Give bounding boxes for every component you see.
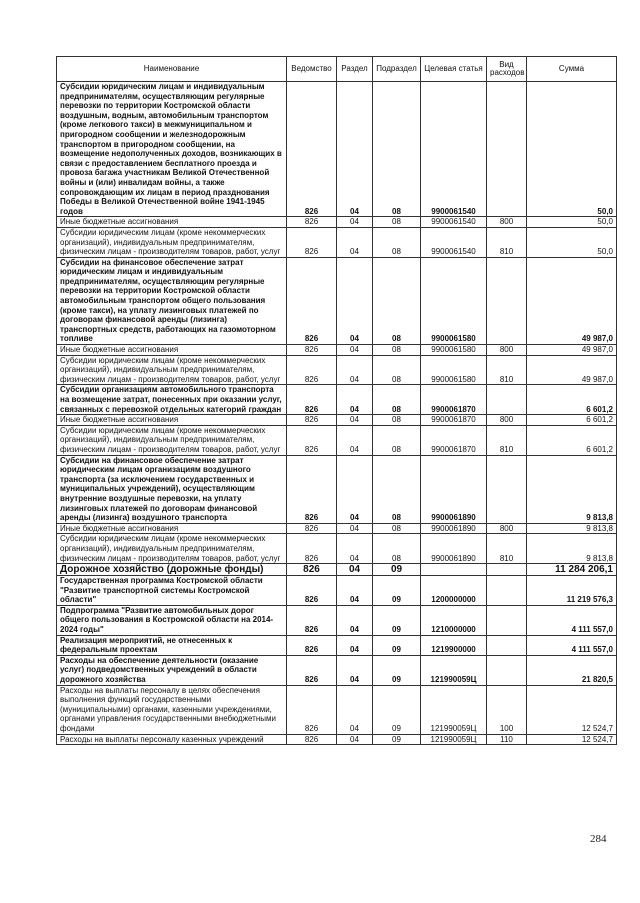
cell-sum: 12 524,7: [527, 734, 617, 745]
cell-name: Расходы на выплаты персоналу казенных учреждений: [57, 734, 287, 745]
cell-sum: 50,0: [527, 227, 617, 257]
cell-exp-type: 810: [487, 227, 527, 257]
table-row: [57, 635, 617, 655]
cell-dept: 826: [287, 635, 337, 655]
cell-subsection: 08: [373, 385, 421, 415]
cell-exp-type: [487, 385, 527, 415]
cell-subsection: 08: [373, 425, 421, 455]
cell-section: 04: [337, 227, 373, 257]
cell-dept: 826: [287, 227, 337, 257]
cell-section: 04: [337, 257, 373, 344]
header-target: Целевая статья: [421, 57, 487, 82]
table-row: [57, 576, 617, 606]
cell-dept: 826: [287, 605, 337, 635]
cell-target: 121990059Ц: [421, 685, 487, 734]
cell-section: 04: [337, 734, 373, 745]
cell-exp-type: [487, 82, 527, 217]
cell-section: 04: [337, 345, 373, 356]
cell-sum: 50,0: [527, 82, 617, 217]
cell-subsection: 08: [373, 355, 421, 385]
table-row: [57, 685, 617, 734]
cell-target: 1210000000: [421, 605, 487, 635]
cell-target: 9900061890: [421, 455, 487, 523]
table-header: [57, 57, 617, 82]
cell-dept: 826: [287, 576, 337, 606]
header-sum: Сумма: [527, 57, 617, 82]
cell-sum: 12 524,7: [527, 685, 617, 734]
cell-target: [421, 564, 487, 576]
cell-section: 04: [337, 217, 373, 228]
cell-subsection: 09: [373, 576, 421, 606]
cell-dept: 826: [287, 425, 337, 455]
header-exp-type: Вид расходов: [487, 57, 527, 82]
cell-dept: 826: [287, 355, 337, 385]
table-row: [57, 227, 617, 257]
cell-dept: 826: [287, 655, 337, 685]
cell-exp-type: 110: [487, 734, 527, 745]
cell-exp-type: [487, 576, 527, 606]
header-subsection: Подраздел: [373, 57, 421, 82]
table-row: [57, 82, 617, 217]
cell-dept: 826: [287, 415, 337, 426]
table-row: [57, 605, 617, 635]
cell-exp-type: 800: [487, 345, 527, 356]
cell-subsection: 08: [373, 217, 421, 228]
cell-sum: 4 111 557,0: [527, 605, 617, 635]
budget-table: [56, 56, 617, 745]
table-row: [57, 345, 617, 356]
cell-subsection: 08: [373, 227, 421, 257]
cell-target: 9900061870: [421, 425, 487, 455]
cell-name: Расходы на обеспечение деятельности (оказание услуг) подведомственных учреждений в области дорожного хозяйства: [57, 655, 287, 685]
cell-name: Субсидии юридическим лицам (кроме некоммерческих организаций), индивидуальным предпринимателям, физическим лицам - производителям товаров, работ, услуг: [57, 534, 287, 564]
cell-name: Подпрограмма "Развитие автомобильных дорог общего пользования в Костромской области на 2014-2024 годы": [57, 605, 287, 635]
table-row: [57, 385, 617, 415]
header-name: Наименование: [57, 57, 287, 82]
cell-dept: 826: [287, 82, 337, 217]
cell-section: 04: [337, 425, 373, 455]
cell-exp-type: [487, 655, 527, 685]
cell-dept: 826: [287, 455, 337, 523]
cell-name: Реализация мероприятий, не отнесенных к федеральным проектам: [57, 635, 287, 655]
cell-dept: 826: [287, 685, 337, 734]
cell-section: 04: [337, 576, 373, 606]
cell-subsection: 08: [373, 523, 421, 534]
cell-target: 9900061540: [421, 82, 487, 217]
cell-target: 1219900000: [421, 635, 487, 655]
cell-subsection: 09: [373, 605, 421, 635]
cell-subsection: 09: [373, 734, 421, 745]
cell-sum: 9 813,8: [527, 534, 617, 564]
cell-section: 04: [337, 523, 373, 534]
cell-sum: 9 813,8: [527, 455, 617, 523]
cell-name: Государственная программа Костромской области "Развитие транспортной системы Костромской области": [57, 576, 287, 606]
cell-exp-type: 810: [487, 355, 527, 385]
cell-subsection: 08: [373, 257, 421, 344]
cell-sum: 11 219 576,3: [527, 576, 617, 606]
cell-sum: 4 111 557,0: [527, 635, 617, 655]
cell-sum: 6 601,2: [527, 415, 617, 426]
table-row: [57, 564, 617, 576]
cell-dept: 826: [287, 345, 337, 356]
cell-name: Субсидии юридическим лицам (кроме некоммерческих организаций), индивидуальным предпринимателям, физическим лицам - производителям товаров, работ, услуг: [57, 425, 287, 455]
cell-subsection: 09: [373, 564, 421, 576]
cell-name: Субсидии на финансовое обеспечение затрат юридическим лицам организациям воздушного транспорта (за исключением государственных и муниципальных учреждений), осуществляющим внутренние воздушные перевозки, на уплату лизинговых платежей по договорам финансовой аренды (лизинга) воздушного транспорта: [57, 455, 287, 523]
cell-target: 9900061890: [421, 523, 487, 534]
cell-name: Иные бюджетные ассигнования: [57, 523, 287, 534]
cell-section: 04: [337, 635, 373, 655]
cell-name: Расходы на выплаты персоналу в целях обеспечения выполнения функций государственными (муниципальными) органами, казенными учреждениями, органами управления государственными внебюджетными фондами: [57, 685, 287, 734]
cell-section: 04: [337, 564, 373, 576]
cell-dept: 826: [287, 217, 337, 228]
cell-dept: 826: [287, 534, 337, 564]
cell-target: 9900061870: [421, 385, 487, 415]
cell-target: 9900061580: [421, 257, 487, 344]
cell-subsection: 09: [373, 635, 421, 655]
cell-subsection: 09: [373, 655, 421, 685]
cell-dept: 826: [287, 734, 337, 745]
cell-sum: 50,0: [527, 217, 617, 228]
cell-dept: 826: [287, 385, 337, 415]
table-row: [57, 523, 617, 534]
cell-sum: 6 601,2: [527, 385, 617, 415]
cell-name: Дорожное хозяйство (дорожные фонды): [57, 564, 287, 576]
cell-section: 04: [337, 685, 373, 734]
cell-exp-type: 800: [487, 217, 527, 228]
cell-name: Субсидии юридическим лицам и индивидуальным предпринимателям, осуществляющим регулярные перевозки по территории Костромской области воздушным, водным, автомобильным транспортом (кроме легкового такси) в межмуниципальном и пригородном сообщении и железнодорожным транспортом в пригородном сообщении, на возмещение недополученных доходов, возникающих в связи с предоставлением бесплатного проезда и провоза багажа участникам Великой Отечественной войны и (или) инвалидам войны, а также сопровождающим их лицам в период празднования Победы в Великой Отечественной войне 1941-1945 годов: [57, 82, 287, 217]
header-dept: Ведомство: [287, 57, 337, 82]
cell-target: 121990059Ц: [421, 734, 487, 745]
cell-exp-type: [487, 564, 527, 576]
cell-target: 9900061890: [421, 534, 487, 564]
table-row: [57, 415, 617, 426]
cell-sum: 6 601,2: [527, 425, 617, 455]
cell-section: 04: [337, 385, 373, 415]
table-row: [57, 355, 617, 385]
cell-target: 9900061540: [421, 217, 487, 228]
cell-exp-type: 100: [487, 685, 527, 734]
cell-section: 04: [337, 415, 373, 426]
table-row: [57, 217, 617, 228]
cell-exp-type: [487, 455, 527, 523]
cell-exp-type: [487, 635, 527, 655]
table-row: [57, 425, 617, 455]
cell-subsection: 08: [373, 455, 421, 523]
cell-sum: 49 987,0: [527, 257, 617, 344]
cell-target: 9900061580: [421, 355, 487, 385]
cell-name: Иные бюджетные ассигнования: [57, 217, 287, 228]
cell-dept: 826: [287, 257, 337, 344]
cell-exp-type: 800: [487, 523, 527, 534]
cell-section: 04: [337, 355, 373, 385]
cell-exp-type: [487, 605, 527, 635]
cell-sum: 9 813,8: [527, 523, 617, 534]
cell-name: Субсидии на финансовое обеспечение затрат юридическим лицам и индивидуальным предпринимателям, осуществляющим регулярные перевозки на территории Костромской области автомобильным транспортом общего пользования (кроме такси), на уплату лизинговых платежей по договорам финансовой аренды (лизинга) транспортных средств, работающих на газомоторном топливе: [57, 257, 287, 344]
cell-name: Иные бюджетные ассигнования: [57, 345, 287, 356]
cell-target: 121990059Ц: [421, 655, 487, 685]
table-row: [57, 534, 617, 564]
cell-section: 04: [337, 455, 373, 523]
cell-exp-type: 810: [487, 534, 527, 564]
cell-target: 9900061580: [421, 345, 487, 356]
cell-exp-type: [487, 257, 527, 344]
cell-section: 04: [337, 655, 373, 685]
table-row: [57, 655, 617, 685]
cell-name: Субсидии юридическим лицам (кроме некоммерческих организаций), индивидуальным предпринимателям, физическим лицам - производителям товаров, работ, услуг: [57, 355, 287, 385]
cell-sum: 49 987,0: [527, 345, 617, 356]
cell-sum: 49 987,0: [527, 355, 617, 385]
cell-section: 04: [337, 534, 373, 564]
cell-section: 04: [337, 82, 373, 217]
cell-exp-type: 810: [487, 425, 527, 455]
table-row: [57, 455, 617, 523]
cell-section: 04: [337, 605, 373, 635]
cell-sum: 21 820,5: [527, 655, 617, 685]
cell-subsection: 09: [373, 685, 421, 734]
cell-sum: 11 284 206,1: [527, 564, 617, 576]
cell-name: Иные бюджетные ассигнования: [57, 415, 287, 426]
page-number: 284: [590, 833, 607, 845]
table-row: [57, 257, 617, 344]
header-section: Раздел: [337, 57, 373, 82]
cell-subsection: 08: [373, 415, 421, 426]
cell-subsection: 08: [373, 345, 421, 356]
cell-dept: 826: [287, 564, 337, 576]
cell-target: 1200000000: [421, 576, 487, 606]
cell-name: Субсидии юридическим лицам (кроме некоммерческих организаций), индивидуальным предпринимателям, физическим лицам - производителям товаров, работ, услуг: [57, 227, 287, 257]
cell-exp-type: 800: [487, 415, 527, 426]
cell-dept: 826: [287, 523, 337, 534]
cell-subsection: 08: [373, 82, 421, 217]
table-row: [57, 734, 617, 745]
cell-subsection: 08: [373, 534, 421, 564]
cell-name: Субсидии организациям автомобильного транспорта на возмещение затрат, понесенных при оказании услуг, связанных с перевозкой отдельных категорий граждан: [57, 385, 287, 415]
cell-target: 9900061540: [421, 227, 487, 257]
cell-target: 9900061870: [421, 415, 487, 426]
